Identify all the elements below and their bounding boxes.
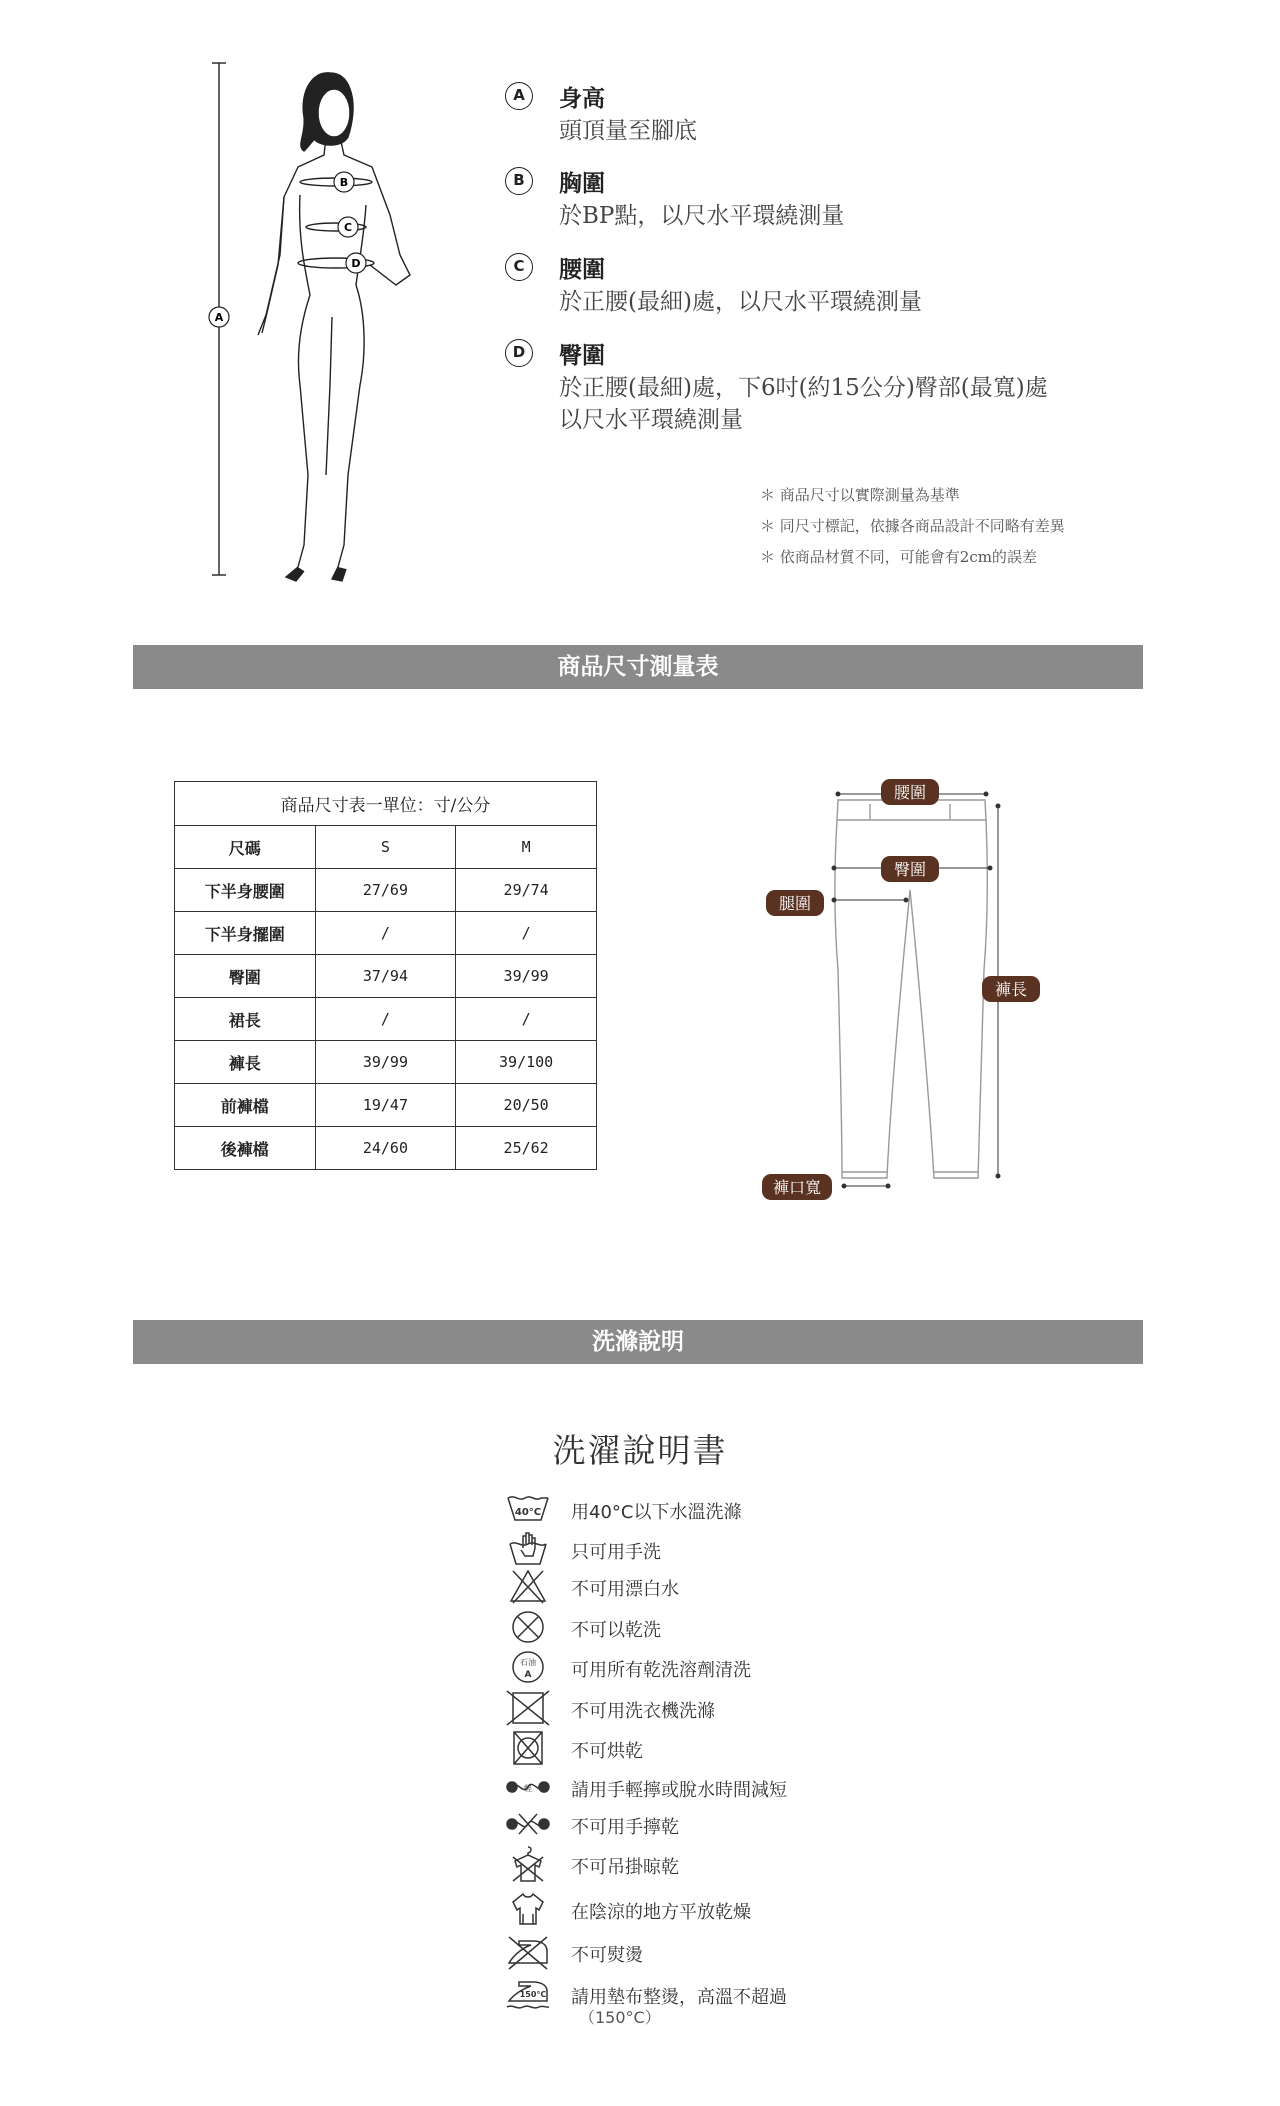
- figure-label-d: D: [351, 257, 361, 270]
- care-text: 請用手輕擰或脫水時間減短: [571, 1780, 787, 1801]
- no-machine-wash-icon: [505, 1689, 551, 1727]
- pants-label-hip: 臀圍: [893, 860, 927, 879]
- care-item: [505, 1608, 905, 1646]
- measurement-waist: [505, 251, 1105, 321]
- table-row: [175, 1041, 597, 1084]
- row-label: 下半身腰圍: [175, 869, 316, 912]
- row-label: 褲長: [175, 1041, 316, 1084]
- care-item: [505, 1729, 905, 1767]
- no-hang-dry-icon: [505, 1845, 551, 1883]
- care-item: [505, 1890, 905, 1928]
- care-text: 不可熨燙: [571, 1945, 643, 1966]
- no-wring-icon: [505, 1805, 551, 1843]
- care-text: 不可以乾洗: [571, 1620, 661, 1641]
- care-item: [505, 1768, 905, 1806]
- row-label: 裙長: [175, 998, 316, 1041]
- cell-value: 24/60: [315, 1127, 456, 1170]
- care-text: 用40°C以下水溫洗滌: [571, 1502, 742, 1523]
- measurement-notes: [760, 480, 1065, 573]
- note-item: ＊ 同尺寸標記，依據各商品設計不同略有差異: [760, 517, 1065, 535]
- care-item: [505, 1490, 905, 1528]
- table-row: [175, 869, 597, 912]
- cell-value: 37/94: [315, 955, 456, 998]
- iron-with-cloth-icon: [505, 1975, 551, 2013]
- care-text: 在陰涼的地方平放乾燥: [571, 1902, 751, 1923]
- size-section-bar: 商品尺寸測量表: [133, 645, 1143, 689]
- letter-badge: A: [505, 82, 533, 110]
- body-measurement-figure: [200, 55, 460, 595]
- row-label: 前褲檔: [175, 1084, 316, 1127]
- letter-badge: D: [505, 339, 533, 367]
- row-label: 下半身擺圍: [175, 912, 316, 955]
- cell-value: 39/100: [456, 1041, 597, 1084]
- measurement-desc-line2: 以尺水平環繞測量: [559, 407, 743, 433]
- figure-label-a: A: [214, 311, 224, 324]
- no-dry-clean-icon: [505, 1608, 551, 1646]
- care-item: [505, 1933, 905, 1971]
- care-item: [505, 1845, 905, 1883]
- hand-wash-icon: [505, 1530, 551, 1568]
- care-item: [505, 1975, 905, 2035]
- row-label: 臀圍: [175, 955, 316, 998]
- no-tumble-dry-icon: [505, 1729, 551, 1767]
- letter-badge: C: [505, 253, 533, 281]
- svg-text:40°C: 40°C: [514, 1507, 542, 1518]
- table-header-row: [175, 826, 597, 869]
- care-subtext: （150°C）: [579, 2008, 661, 2027]
- gentle-wring-icon: [505, 1768, 551, 1806]
- measurement-desc: 於正腰(最細)處，以尺水平環繞測量: [559, 289, 922, 315]
- care-item: [505, 1805, 905, 1843]
- cell-value: 19/47: [315, 1084, 456, 1127]
- measurement-name: 腰圍: [559, 256, 605, 283]
- svg-text:A: A: [524, 1670, 532, 1680]
- wash-40-icon: [505, 1490, 551, 1528]
- svg-text:輕: 輕: [524, 1784, 532, 1793]
- table-row: [175, 1084, 597, 1127]
- care-item: [505, 1689, 905, 1727]
- care-item: [505, 1530, 905, 1568]
- care-text: 不可用漂白水: [571, 1579, 679, 1600]
- care-section-bar: 洗滌說明: [133, 1320, 1143, 1364]
- cell-value: 20/50: [456, 1084, 597, 1127]
- care-text: 不可烘乾: [571, 1741, 643, 1762]
- svg-text:石油: 石油: [520, 1658, 536, 1667]
- care-text: 只可用手洗: [571, 1542, 661, 1563]
- svg-text:150°C: 150°C: [519, 1990, 547, 1999]
- letter-badge: B: [505, 167, 533, 195]
- figure-label-b: B: [339, 176, 349, 189]
- pants-label-length: 褲長: [994, 980, 1028, 999]
- measurement-desc: 頭頂量至腳底: [559, 118, 697, 144]
- cell-value: /: [315, 998, 456, 1041]
- cell-value: /: [315, 912, 456, 955]
- cell-value: 25/62: [456, 1127, 597, 1170]
- header-cell: M: [456, 826, 597, 869]
- table-row: [175, 955, 597, 998]
- care-text: 不可用手擰乾: [571, 1817, 679, 1838]
- table-row: [175, 998, 597, 1041]
- care-text: 可用所有乾洗溶劑清洗: [571, 1660, 751, 1681]
- dry-flat-shade-icon: [505, 1890, 551, 1928]
- cell-value: 29/74: [456, 869, 597, 912]
- care-text: 不可吊掛晾乾: [571, 1857, 679, 1878]
- care-text: 不可用洗衣機洗滌: [571, 1701, 715, 1722]
- measurement-desc: [559, 372, 1048, 436]
- dry-clean-solvent-icon: [505, 1648, 551, 1686]
- pants-diagram: [750, 770, 1070, 1200]
- row-label: 後褲檔: [175, 1127, 316, 1170]
- care-item: [505, 1567, 905, 1605]
- cell-value: /: [456, 998, 597, 1041]
- no-iron-icon: [505, 1933, 551, 1971]
- measurement-height: [505, 80, 1105, 150]
- care-text: 請用墊布整燙，高溫不超過: [571, 1987, 787, 2008]
- pants-label-hem: 褲口寬: [772, 1178, 822, 1197]
- measurement-hip: [505, 337, 1105, 437]
- pants-label-waist: 腰圍: [893, 783, 927, 802]
- measurement-desc-line1: 於正腰(最細)處，下6吋(約15公分)臀部(最寬)處: [559, 375, 1048, 401]
- cell-value: 39/99: [315, 1041, 456, 1084]
- note-item: ＊ 商品尺寸以實際測量為基準: [760, 486, 960, 504]
- size-table-caption: 商品尺寸表一單位：寸/公分: [175, 782, 597, 826]
- care-item: [505, 1648, 905, 1686]
- measurement-name: 身高: [559, 85, 605, 112]
- header-cell: S: [315, 826, 456, 869]
- pants-label-thigh: 腿圍: [778, 894, 812, 913]
- measurement-name: 臀圍: [559, 342, 605, 369]
- size-table: [174, 781, 597, 1170]
- table-row: [175, 1127, 597, 1170]
- cell-value: 39/99: [456, 955, 597, 998]
- measurement-desc: 於BP點，以尺水平環繞測量: [559, 203, 845, 229]
- no-bleach-icon: [505, 1567, 551, 1605]
- cell-value: 27/69: [315, 869, 456, 912]
- table-row: [175, 912, 597, 955]
- header-cell: 尺碼: [175, 826, 316, 869]
- care-title: 洗濯說明書: [552, 1431, 728, 1470]
- figure-label-c: C: [343, 221, 353, 234]
- measurement-name: 胸圍: [559, 170, 605, 197]
- measurement-bust: [505, 165, 1105, 235]
- note-item: ＊ 依商品材質不同，可能會有2cm的誤差: [760, 548, 1037, 566]
- cell-value: /: [456, 912, 597, 955]
